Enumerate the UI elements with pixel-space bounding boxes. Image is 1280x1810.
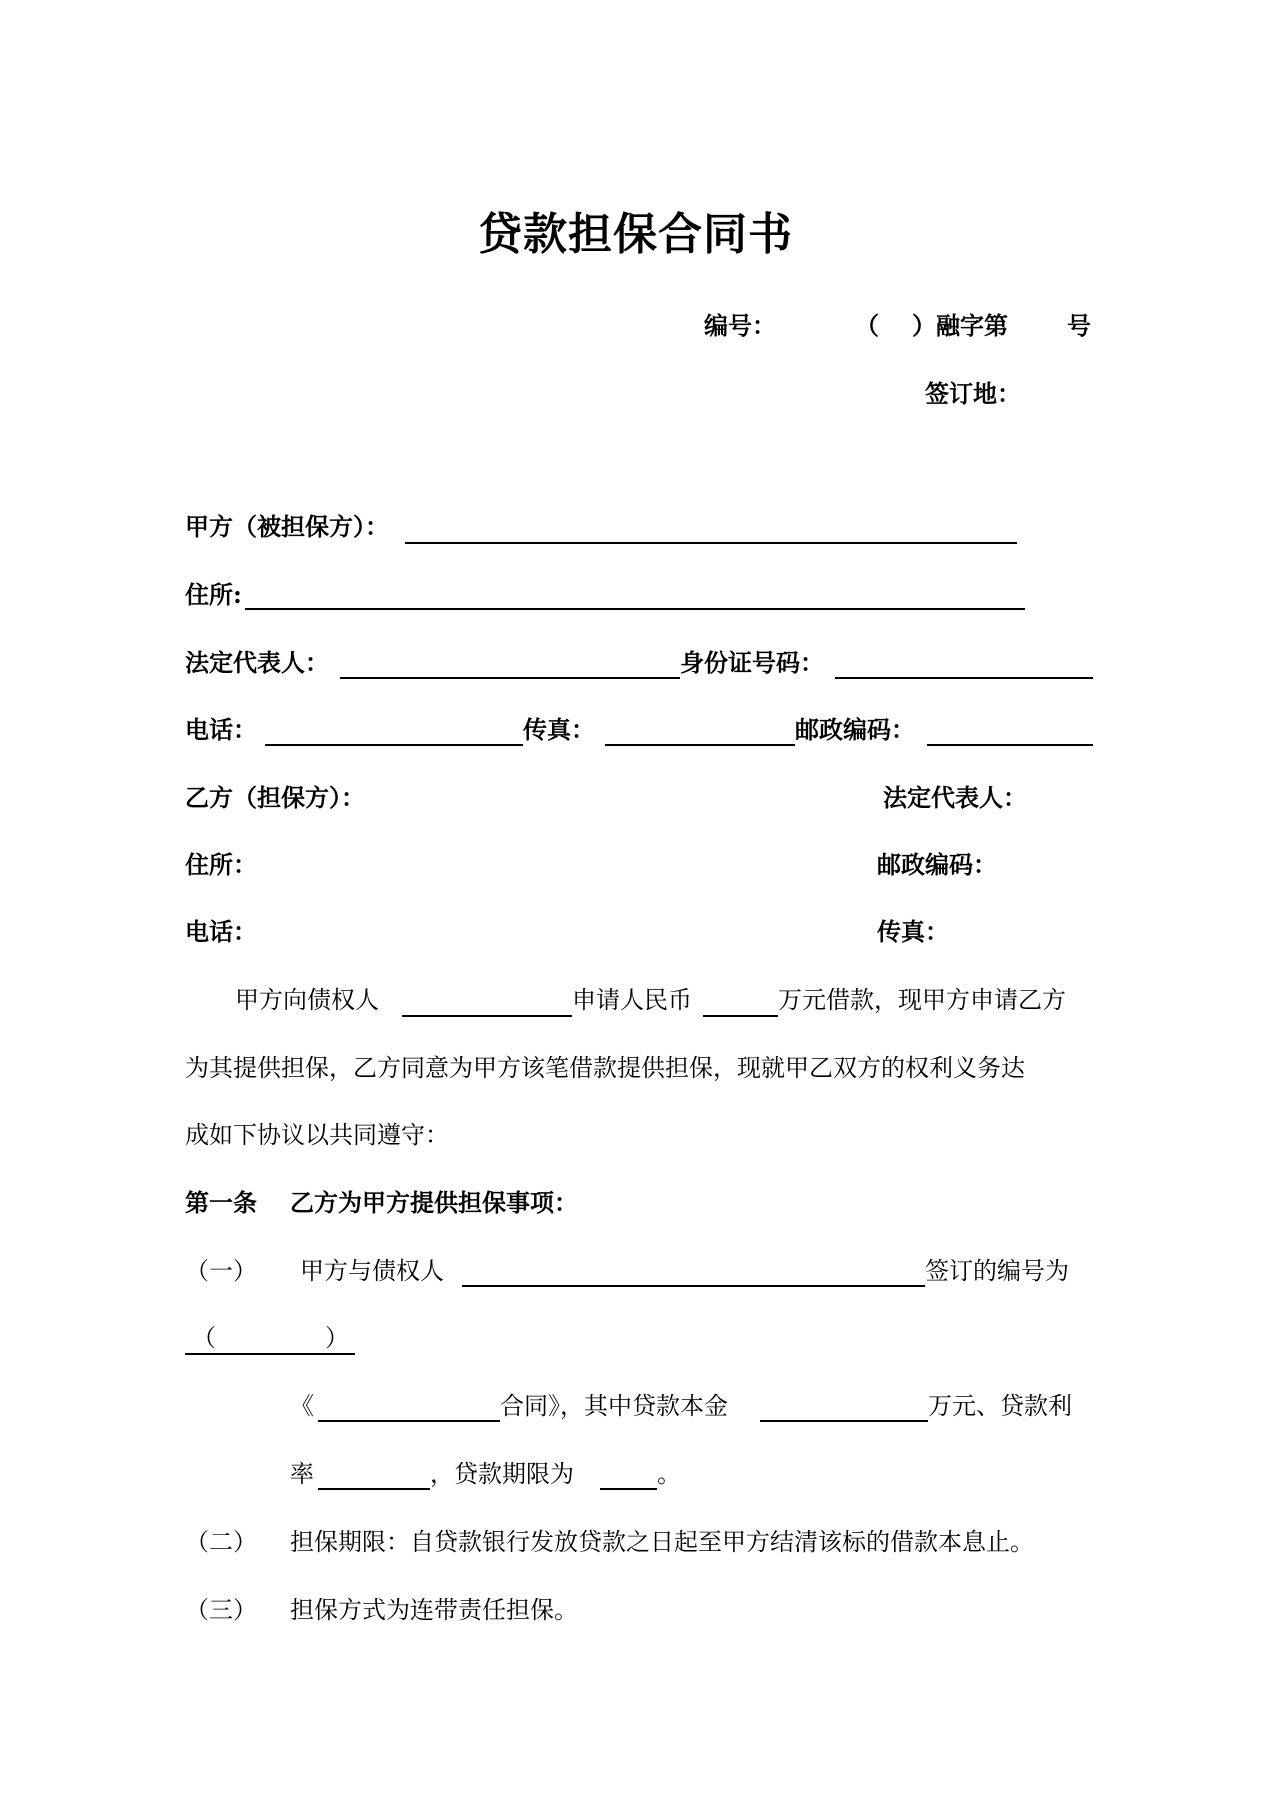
item-3-text: 担保方式为连带责任担保。 bbox=[290, 1596, 578, 1624]
party-a-postcode-label: 邮政编码： bbox=[795, 715, 915, 744]
item-2-marker: （二） bbox=[185, 1528, 257, 1556]
party-a-postcode-field[interactable] bbox=[927, 744, 1093, 746]
item-1-number-open-paren: （ bbox=[192, 1324, 216, 1352]
party-b-rep-label: 法定代表人： bbox=[883, 783, 1027, 812]
item-1-marker: （一） bbox=[185, 1257, 257, 1285]
party-b-address-label: 住所： bbox=[185, 850, 257, 879]
item-1-number-field[interactable] bbox=[185, 1353, 355, 1355]
item-1-number-close-paren: ） bbox=[325, 1324, 349, 1352]
signing-place-label: 签订地： bbox=[925, 379, 1021, 408]
contract-number-suffix: 号 bbox=[1067, 311, 1091, 340]
item-1-text-creditor: 甲方与债权人 bbox=[300, 1257, 444, 1285]
party-a-id-label: 身份证号码： bbox=[680, 648, 824, 677]
item-1-creditor-field[interactable] bbox=[462, 1285, 925, 1287]
party-b-phone-label: 电话： bbox=[185, 917, 257, 946]
intro-text-line2: 为其提供担保，乙方同意为甲方该笔借款提供担保，现就甲乙双方的权利义务达 bbox=[185, 1054, 1025, 1082]
item-1-period: 。 bbox=[657, 1460, 681, 1488]
party-a-address-label: 住所: bbox=[185, 580, 242, 609]
intro-text-apply: 申请人民币 bbox=[572, 986, 692, 1014]
item-2-text: 担保期限：自贷款银行发放贷款之日起至甲方结清该标的借款本息止。 bbox=[290, 1528, 1034, 1556]
party-a-name-field[interactable] bbox=[405, 542, 1017, 544]
item-1-text-term: ，贷款期限为 bbox=[430, 1460, 574, 1488]
article-1-number: 第一条 bbox=[185, 1188, 257, 1217]
item-1-text-rate-end: 率 bbox=[290, 1460, 314, 1488]
contract-number-open-paren: （ bbox=[855, 311, 879, 340]
item-3-marker: （三） bbox=[185, 1596, 257, 1624]
loan-term-field[interactable] bbox=[600, 1488, 657, 1490]
item-1-text-principal: 合同》，其中贷款本金 bbox=[500, 1392, 728, 1420]
party-a-name-label: 甲方（被担保方）： bbox=[185, 512, 389, 541]
intro-text-line3: 成如下协议以共同遵守： bbox=[185, 1121, 449, 1149]
party-a-phone-label: 电话： bbox=[185, 715, 257, 744]
party-a-phone-field[interactable] bbox=[265, 744, 523, 746]
contract-number-label: 编号： bbox=[704, 311, 776, 340]
party-b-name-label: 乙方（担保方）： bbox=[185, 783, 365, 812]
party-a-rep-label: 法定代表人： bbox=[185, 648, 329, 677]
creditor-field[interactable] bbox=[402, 1015, 572, 1017]
party-a-fax-field[interactable] bbox=[605, 744, 795, 746]
party-b-postcode-label: 邮政编码： bbox=[877, 850, 997, 879]
contract-number-prefix: ）融字第 bbox=[912, 311, 1008, 340]
intro-text-creditor: 甲方向债权人 bbox=[235, 986, 379, 1014]
party-a-rep-field[interactable] bbox=[340, 677, 680, 679]
item-1-text-rate: 万元、贷款利 bbox=[928, 1392, 1072, 1420]
intro-text-loan: 万元借款，现甲方申请乙方 bbox=[778, 986, 1066, 1014]
interest-rate-field[interactable] bbox=[318, 1488, 430, 1490]
party-a-address-field[interactable] bbox=[245, 608, 1025, 610]
document-title: 贷款担保合同书 bbox=[478, 209, 793, 260]
loan-amount-field[interactable] bbox=[703, 1015, 778, 1017]
contract-name-field[interactable] bbox=[318, 1420, 500, 1422]
article-1-heading: 乙方为甲方提供担保事项： bbox=[290, 1188, 578, 1217]
party-b-fax-label: 传真： bbox=[877, 917, 949, 946]
party-a-id-field[interactable] bbox=[835, 677, 1093, 679]
item-1-text-signed: 签订的编号为 bbox=[925, 1257, 1069, 1285]
principal-amount-field[interactable] bbox=[760, 1420, 928, 1422]
item-1-book-quote: 《 bbox=[290, 1392, 314, 1420]
party-a-fax-label: 传真： bbox=[523, 715, 595, 744]
